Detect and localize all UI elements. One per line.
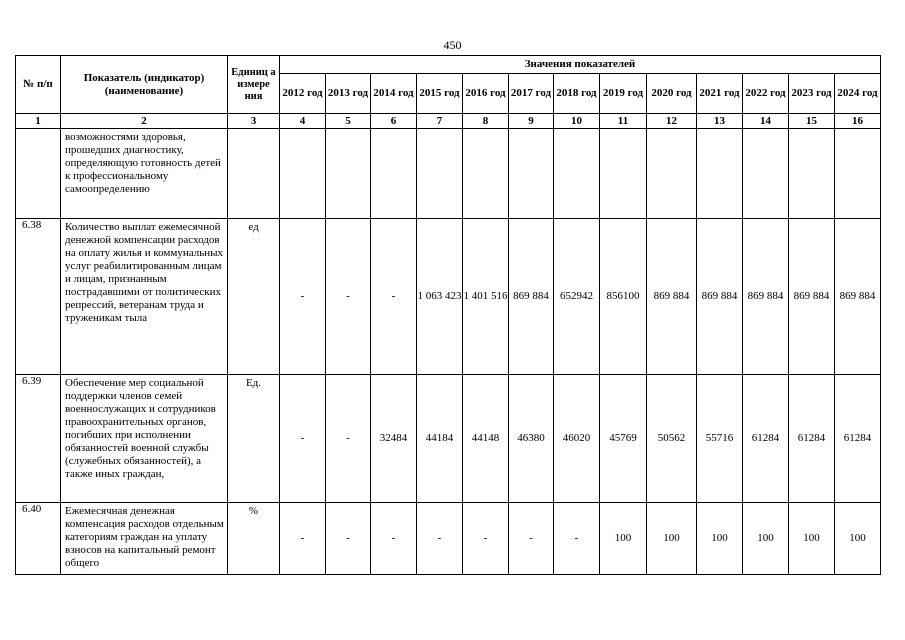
table-row [16, 219, 881, 375]
value-cell [835, 129, 881, 219]
column-number: 1 [16, 114, 61, 129]
value-cell: 100 [600, 503, 647, 575]
header-num: № п/п [16, 56, 61, 114]
table-body [16, 129, 881, 575]
value-cell: 61284 [789, 375, 835, 503]
column-number: 13 [697, 114, 743, 129]
header-year: 2021 год [697, 74, 743, 114]
value-cell: 45769 [600, 375, 647, 503]
value-cell: 46380 [509, 375, 554, 503]
page-number: 450 [443, 38, 462, 52]
value-cell: - [509, 503, 554, 575]
column-number: 4 [280, 114, 326, 129]
value-cell [743, 129, 789, 219]
value-cell [789, 129, 835, 219]
column-number: 3 [228, 114, 280, 129]
value-cell: - [326, 375, 371, 503]
row-indicator: возможностями здоровья, прошедших диагностику, определяющую готовность детей к профессиональному самоопределению [61, 129, 228, 219]
value-cell: - [371, 219, 417, 375]
value-cell: 869 884 [509, 219, 554, 375]
row-id [16, 129, 61, 219]
value-cell: 869 884 [647, 219, 697, 375]
value-cell: 869 884 [697, 219, 743, 375]
row-unit: % [228, 503, 280, 575]
value-cell: 61284 [743, 375, 789, 503]
value-cell: - [280, 219, 326, 375]
value-cell: 61284 [835, 375, 881, 503]
column-number: 14 [743, 114, 789, 129]
value-cell: - [326, 503, 371, 575]
row-unit: Ед. [228, 375, 280, 503]
header-values-group: Значения показателей [280, 56, 881, 74]
value-cell: - [280, 503, 326, 575]
value-cell: 100 [647, 503, 697, 575]
value-cell: - [554, 503, 600, 575]
header-year: 2013 год [326, 74, 371, 114]
value-cell: 46020 [554, 375, 600, 503]
value-cell [554, 129, 600, 219]
value-cell: 652942 [554, 219, 600, 375]
table-row [16, 129, 881, 219]
value-cell: 869 884 [743, 219, 789, 375]
row-unit: ед [228, 219, 280, 375]
value-cell [600, 129, 647, 219]
column-number: 15 [789, 114, 835, 129]
value-cell [280, 129, 326, 219]
header-year: 2014 год [371, 74, 417, 114]
column-number: 6 [371, 114, 417, 129]
column-number: 8 [463, 114, 509, 129]
value-cell: 32484 [371, 375, 417, 503]
header-unit: Единиц а измере ния [228, 56, 280, 114]
table-row [16, 503, 881, 575]
value-cell: 100 [697, 503, 743, 575]
value-cell [417, 129, 463, 219]
value-cell: - [463, 503, 509, 575]
value-cell: 44148 [463, 375, 509, 503]
row-id: 6.39 [16, 375, 61, 503]
row-indicator: Количество выплат ежемесячной денежной компенсации расходов на оплату жилья и коммунальных услуг реабилитированным лицам и лицам, признанным пострадавшими от политических репрессий, ветеранам труда и труженикам тыла [61, 219, 228, 375]
header-year: 2012 год [280, 74, 326, 114]
table-row [16, 375, 881, 503]
header-year: 2024 год [835, 74, 881, 114]
table-header [16, 56, 881, 129]
value-cell [371, 129, 417, 219]
header-year: 2022 год [743, 74, 789, 114]
value-cell: 869 884 [835, 219, 881, 375]
row-id: 6.38 [16, 219, 61, 375]
column-number: 9 [509, 114, 554, 129]
header-indicator: Показатель (индикатор) (наименование) [61, 56, 228, 114]
header-year: 2020 год [647, 74, 697, 114]
value-cell: 869 884 [789, 219, 835, 375]
value-cell: 44184 [417, 375, 463, 503]
value-cell [647, 129, 697, 219]
row-indicator: Ежемесячная денежная компенсация расходов отдельным категориям граждан на уплату взносов на капитальный ремонт общего [61, 503, 228, 575]
value-cell: - [417, 503, 463, 575]
value-cell: - [326, 219, 371, 375]
header-year: 2018 год [554, 74, 600, 114]
column-number: 12 [647, 114, 697, 129]
header-year: 2017 год [509, 74, 554, 114]
value-cell: 100 [789, 503, 835, 575]
value-cell: - [280, 375, 326, 503]
row-unit [228, 129, 280, 219]
value-cell [326, 129, 371, 219]
header-year: 2023 год [789, 74, 835, 114]
header-year: 2015 год [417, 74, 463, 114]
value-cell: - [371, 503, 417, 575]
column-number: 16 [835, 114, 881, 129]
header-year: 2019 год [600, 74, 647, 114]
value-cell [697, 129, 743, 219]
row-id: 6.40 [16, 503, 61, 575]
value-cell: 1 063 423 [417, 219, 463, 375]
value-cell: 100 [835, 503, 881, 575]
column-number: 11 [600, 114, 647, 129]
column-number: 7 [417, 114, 463, 129]
value-cell: 100 [743, 503, 789, 575]
column-number: 2 [61, 114, 228, 129]
header-year: 2016 год [463, 74, 509, 114]
value-cell [509, 129, 554, 219]
value-cell: 50562 [647, 375, 697, 503]
column-number: 10 [554, 114, 600, 129]
indicators-table [15, 55, 881, 575]
value-cell: 856100 [600, 219, 647, 375]
row-indicator: Обеспечение мер социальной поддержки членов семей военнослужащих и сотрудников правоохранительных органов, погибших при исполнении обязанностей военной службы (служебных обязанностей), а также иных граждан, [61, 375, 228, 503]
value-cell [463, 129, 509, 219]
column-number: 5 [326, 114, 371, 129]
value-cell: 55716 [697, 375, 743, 503]
value-cell: 1 401 516 [463, 219, 509, 375]
